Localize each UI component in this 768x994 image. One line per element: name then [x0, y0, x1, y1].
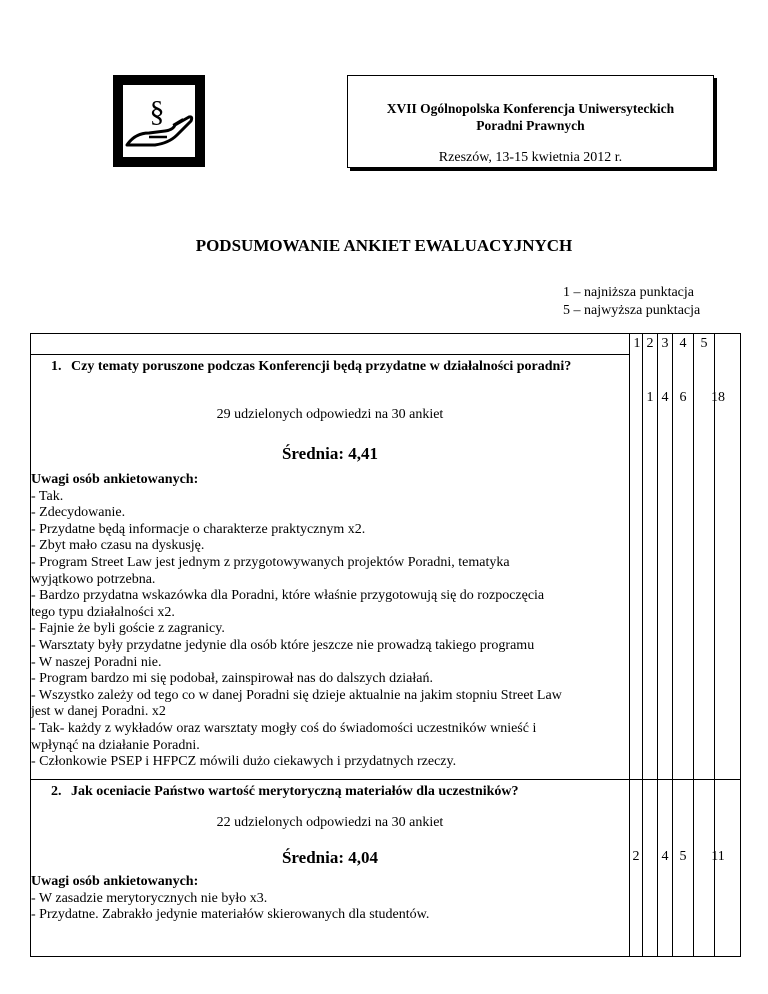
scale-header-1: 1 [633, 336, 641, 351]
remarks-title: Uwagi osób ankietowanych: [31, 874, 199, 889]
legend-high: 5 – najwyższa punktacja [563, 303, 701, 318]
remark-line: - Program Street Law jest jednym z przygotowywanych projektów Poradni, tematyka [31, 554, 510, 570]
conference-title-line1: XVII Ogólnopolska Konferencja Uniwersyteckich [386, 101, 675, 116]
q2-count-3: 4 [661, 849, 669, 864]
remark-line: - Przydatne. Zabrakło jedynie materiałów skierowanych dla studentów. [31, 907, 430, 923]
remark-line: - Zdecydowanie. [31, 505, 126, 521]
q2-count-4: 5 [679, 849, 687, 864]
remark-line: - Program bardzo mi się podobał, zainspirował nas do dalszych działań. [31, 671, 433, 687]
remark-line: wpłynąć na działanie Poradni. [31, 737, 200, 753]
question-number: 2. [51, 784, 62, 799]
remark-line: - Zbyt mało czasu na dyskusję. [31, 538, 205, 554]
q1-count-2: 1 [646, 390, 654, 405]
q2-count-1: 2 [632, 849, 640, 864]
conference-place-date: Rzeszów, 13-15 kwietnia 2012 r. [438, 150, 623, 165]
q2-count-5: 11 [711, 849, 725, 864]
question-text: Czy tematy poruszone podczas Konferencji będą przydatne w działalności poradni? [71, 359, 572, 374]
scale-header-4: 4 [679, 336, 687, 351]
remark-line: - W naszej Poradni nie. [31, 654, 162, 670]
remark-line: tego typu działalności x2. [31, 604, 175, 620]
question-1 [51, 358, 626, 394]
remark-line: - W zasadzie merytorycznych nie było x3. [31, 890, 268, 906]
question-2 [51, 783, 626, 801]
conference-title-line2: Poradni Prawnych [476, 118, 585, 133]
q1-count-5: 18 [711, 390, 725, 405]
page-title: PODSUMOWANIE ANKIET EWALUACYJNYCH [195, 236, 573, 255]
scale-header-2: 2 [646, 336, 654, 351]
q2-average: Średnia: 4,04 [281, 848, 379, 867]
scale-header-3: 3 [661, 336, 669, 351]
remarks-title: Uwagi osób ankietowanych: [31, 472, 199, 487]
scale-header-5: 5 [700, 336, 708, 351]
remark-line: - Wszystko zależy od tego co w danej Poradni się dzieje aktualnie na jakim stopniu Street Law [31, 687, 562, 703]
logo-hand-paragraph-icon [113, 75, 205, 167]
q2-response-count: 22 udzielonych odpowiedzi na 30 ankiet [216, 815, 444, 830]
question-text: Jak oceniacie Państwo wartość merytoryczną materiałów dla uczestników? [71, 784, 519, 799]
question-number: 1. [51, 359, 62, 374]
remark-line: - Przydatne będą informacje o charakterze praktycznym x2. [31, 521, 366, 537]
q1-average: Średnia: 4,41 [281, 444, 379, 463]
remark-line: jest w danej Poradni. x2 [31, 704, 166, 720]
q1-count-3: 4 [661, 390, 669, 405]
legend-low: 1 – najniższa punktacja [563, 285, 695, 300]
evaluation-table [30, 333, 741, 957]
remark-line: - Fajnie że byli goście z zagranicy. [31, 621, 225, 637]
remark-line: - Członkowie PSEP i HFPCZ mówili dużo ciekawych i przydatnych rzeczy. [31, 754, 457, 770]
conference-logo [113, 75, 205, 167]
score-legend [563, 284, 700, 320]
row-divider [31, 354, 630, 355]
remark-line: wyjątkowo potrzebna. [31, 571, 156, 587]
remark-line: - Warsztaty były przydatne jedynie dla osób które jeszcze nie prowadzą takiego programu [31, 637, 535, 653]
q1-response-count: 29 udzielonych odpowiedzi na 30 ankiet [216, 407, 444, 422]
remark-line: - Tak- każdy z wykładów oraz warsztaty mogły coś do świadomości uczestników wnieść i [31, 720, 537, 736]
conference-title [348, 100, 713, 134]
paragraph-icon: § [149, 95, 165, 128]
q1-count-4: 6 [679, 390, 687, 405]
row-divider [31, 779, 740, 780]
remark-line: - Bardzo przydatna wskazówka dla Poradni, które właśnie przygotowują się do rozpoczęcia [31, 588, 545, 604]
q1-remarks [31, 472, 629, 771]
q2-remarks [31, 874, 629, 924]
conference-header-box [347, 75, 714, 168]
remark-line: - Tak. [31, 488, 64, 504]
